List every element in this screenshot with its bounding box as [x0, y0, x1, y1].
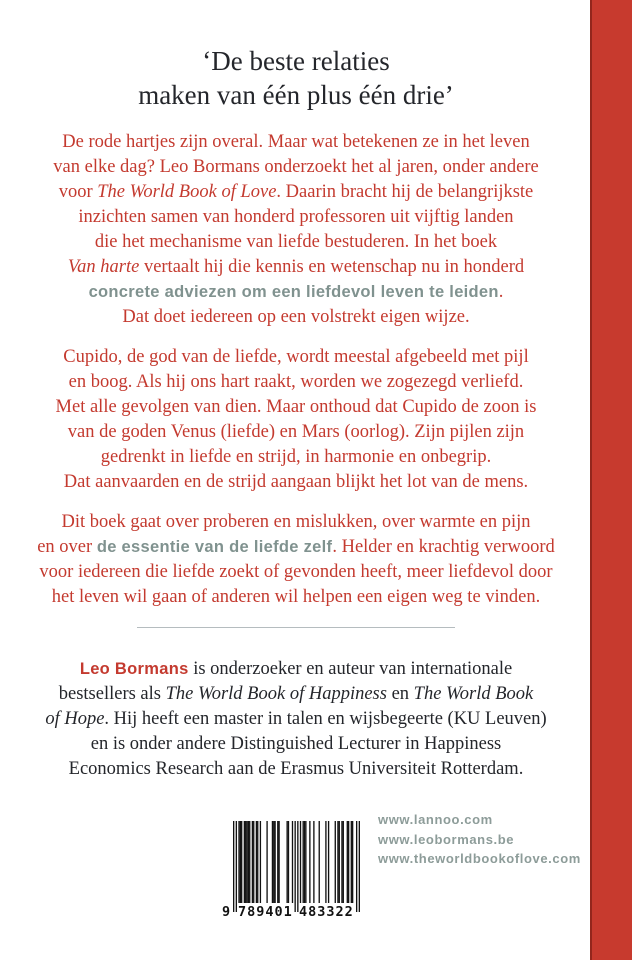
text-line: [0, 585, 592, 610]
text-line: [0, 44, 592, 78]
text-line: [0, 445, 592, 470]
text-line: [0, 230, 592, 255]
link-lannoo: www.lannoo.com: [378, 812, 493, 827]
italic-text: The World Book of Love: [97, 182, 277, 202]
text-segment: Met alle gevolgen van dien. Maar onthoud dat Cupido de zoon is: [55, 397, 537, 417]
text-segment: Dat aanvaarden en de strijd aangaan blijkt het lot van de mens.: [63, 472, 529, 492]
quote-headline: [0, 44, 592, 112]
paragraph-intro: [0, 130, 592, 330]
text-segment: Cupido, de god van de liefde, wordt meestal afgebeeld met pijl: [63, 347, 529, 367]
text-line: [0, 130, 592, 155]
text-line: [0, 657, 592, 682]
text-segment: van elke dag? Leo Bormans onderzoekt het al jaren, onder andere: [53, 157, 539, 177]
text-segment: het leven wil gaan of anderen wil helpen een eigen weg te vinden.: [51, 587, 541, 607]
italic-text: The World Book of Happiness: [165, 684, 387, 704]
text-line: [0, 707, 592, 732]
text-line: [0, 510, 592, 535]
text-line: [0, 395, 592, 420]
text-line: [0, 732, 592, 757]
text-line: [0, 78, 592, 112]
text-line: [0, 180, 592, 205]
text-segment: ‘De beste relaties: [202, 46, 390, 76]
text-segment: gedrenkt in liefde en strijd, in harmonie en onbegrip.: [100, 447, 492, 467]
text-line: [0, 205, 592, 230]
text-segment: is onderzoeker en auteur van internationale: [188, 659, 513, 679]
text-segment: en: [386, 684, 414, 704]
text-segment: en is onder andere Distinguished Lecturer in Happiness: [90, 734, 502, 754]
text-line: [0, 280, 592, 305]
text-segment: en over: [37, 537, 97, 557]
text-line: [0, 305, 592, 330]
text-line: [0, 345, 592, 370]
barcode-bars: [233, 821, 360, 912]
paragraph-author-bio: [0, 657, 592, 782]
text-segment: Dit boek gaat over proberen en mislukken, over warmte en pijn: [61, 512, 531, 532]
text-segment: Economics Research aan de Erasmus Universiteit Rotterdam.: [68, 759, 524, 779]
text-segment: maken van één plus één drie’: [138, 80, 454, 110]
text-line: [0, 470, 592, 495]
text-line: [0, 255, 592, 280]
text-segment: van de goden Venus (liefde) en Mars (oorlog). Zijn pijlen zijn: [67, 422, 525, 442]
author-name: Leo Bormans: [79, 660, 189, 678]
text-segment: . Daarin bracht hij de belangrijkste: [276, 182, 534, 202]
highlight-text: concrete adviezen om een liefdevol leven te leiden: [88, 283, 499, 301]
text-line: [0, 682, 592, 707]
text-segment: De rode hartjes zijn overal. Maar wat betekenen ze in het leven: [62, 132, 530, 152]
text-line: [0, 560, 592, 585]
text-segment: vertaalt hij die kennis en wetenschap nu in honderd: [139, 257, 525, 277]
text-line: [0, 535, 592, 560]
text-segment: en boog. Als hij ons hart raakt, worden we zogezegd verliefd.: [68, 372, 524, 392]
paragraph-cupido: [0, 345, 592, 495]
italic-text: The World Book: [413, 684, 534, 704]
link-worldbookoflove: www.theworldbookoflove.com: [378, 851, 581, 866]
text-segment: die het mechanisme van liefde bestuderen. In het boek: [94, 232, 498, 252]
text-segment: voor: [58, 182, 98, 202]
text-segment: . Hij heeft een master in talen en wijsbegeerte (KU Leuven): [104, 709, 547, 729]
paragraph-boek: [0, 510, 592, 610]
text-segment: voor iedereen die liefde zoekt of gevonden heeft, meer liefdevol door: [39, 562, 553, 582]
italic-text: of Hope: [45, 709, 105, 729]
barcode-digits-right: 483322: [299, 904, 354, 920]
text-line: [0, 370, 592, 395]
text-segment: .: [498, 282, 504, 302]
spine-stripe: [590, 0, 632, 960]
highlight-text: de essentie van de liefde zelf: [96, 538, 333, 556]
text-segment: Dat doet iedereen op een volstrekt eigen wijze.: [122, 307, 470, 327]
divider-line: [137, 627, 455, 628]
text-line: [0, 155, 592, 180]
text-line: [0, 757, 592, 782]
text-segment: bestsellers als: [58, 684, 166, 704]
website-links: [378, 810, 581, 869]
text-line: [0, 420, 592, 445]
barcode-digits-left: 789401: [238, 904, 293, 920]
barcode-ean13: [222, 821, 360, 922]
text-segment: inzichten samen van honderd professoren uit vijftig landen: [78, 207, 514, 227]
italic-text: Van harte: [67, 257, 140, 277]
link-leobormans: www.leobormans.be: [378, 831, 515, 847]
text-segment: . Helder en krachtig verwoord: [332, 537, 555, 557]
barcode-digit-prefix: 9: [222, 904, 232, 920]
